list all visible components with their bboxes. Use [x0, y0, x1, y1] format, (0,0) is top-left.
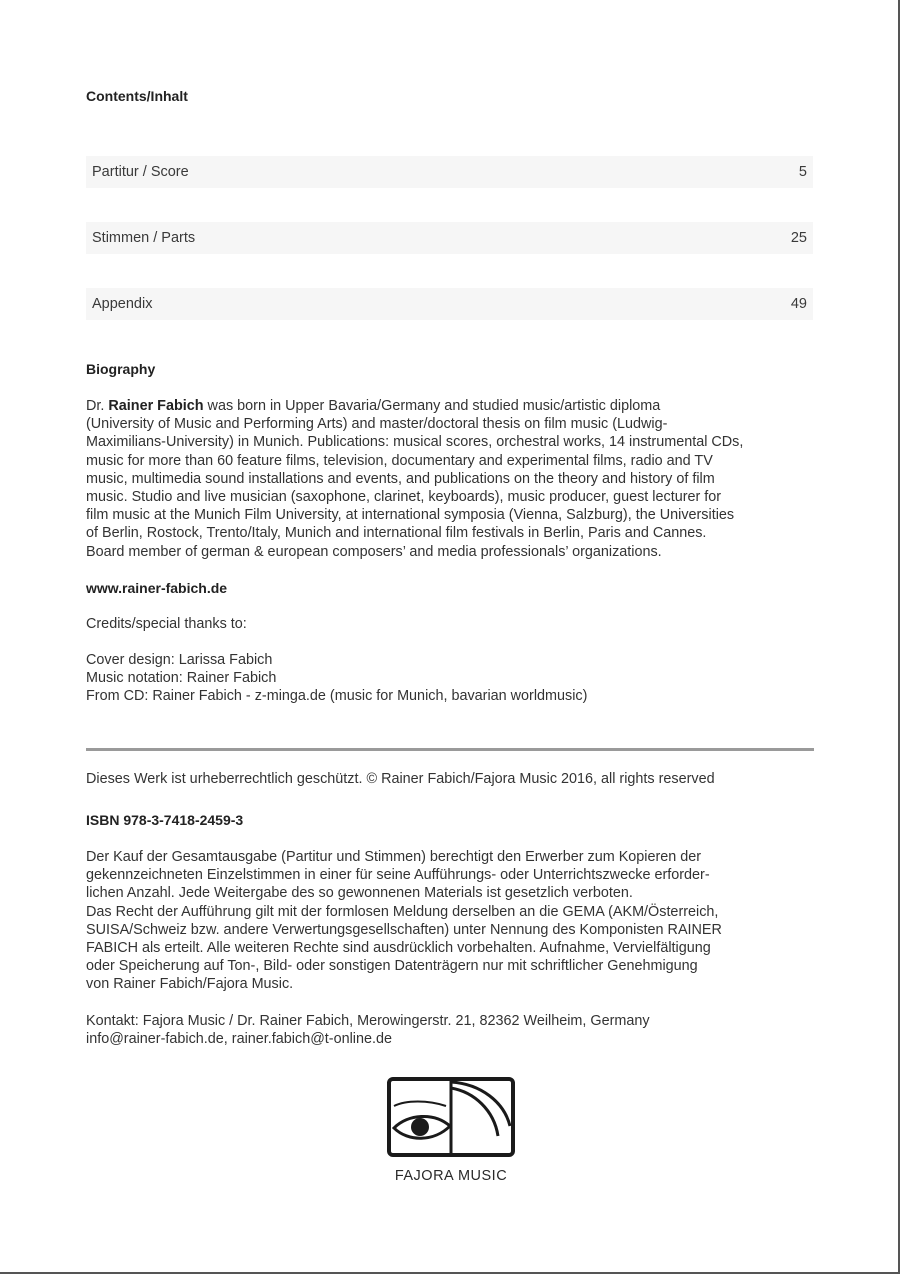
license-text: [86, 848, 816, 994]
biography-line: music for more than 60 feature films, television, documentary and experimental films, radio and TV: [86, 452, 713, 469]
toc-row-appendix[interactable]: [86, 288, 813, 320]
contact-line[interactable]: info@rainer-fabich.de, rainer.fabich@t-online.de: [86, 1031, 393, 1048]
credits-line: Cover design: Larissa Fabich: [86, 652, 273, 668]
toc-label: Stimmen / Parts: [92, 230, 196, 246]
license-line: FABICH als erteilt. Alle weiteren Rechte sind ausdrücklich vorbehalten. Aufnahme, Vervielfältigung: [86, 940, 711, 957]
license-line: Der Kauf der Gesamtausgabe (Partitur und Stimmen) berechtigt den Erwerber zum Kopieren der: [86, 849, 702, 865]
biography-line: (University of Music and Performing Arts) and master/doctoral thesis on film music (Ludwig-: [86, 416, 668, 433]
website-link[interactable]: www.rainer-fabich.de: [86, 580, 228, 596]
biography-heading: Biography: [86, 361, 156, 377]
license-line: lichen Anzahl. Jede Weitergabe des so gewonnenen Materials ist gesetzlich verboten.: [86, 885, 633, 902]
toc-page: 5: [798, 164, 807, 180]
biography-line: Maximilians-University) in Munich. Publications: musical scores, orchestral works, 14 instrumental CDs,: [86, 434, 744, 451]
biography-text: [86, 397, 816, 561]
toc-label: Partitur / Score: [92, 164, 189, 180]
isbn: ISBN 978-3-7418-2459-3: [86, 812, 244, 828]
toc-page: 49: [790, 296, 807, 312]
biography-line: music, multimedia sound installations and events, and publications on the theory and history of film: [86, 470, 715, 487]
eye-logo-icon: [386, 1076, 516, 1158]
biography-line: Board member of german & european composers’ and media professionals’ organizations.: [86, 543, 662, 560]
biography-line: Dr. Rainer Fabich was born in Upper Bavaria/Germany and studied music/artistic diploma: [86, 398, 661, 414]
copyright-notice: Dieses Werk ist urheberrechtlich geschützt. © Rainer Fabich/Fajora Music 2016, all rights reserved: [86, 771, 715, 787]
contents-heading: Contents/Inhalt: [86, 88, 188, 104]
license-line: SUISA/Schweiz bzw. andere Verwertungsgesellschaften) unter Nennung des Komponisten RAINER: [86, 921, 722, 938]
credits-line: Music notation: Rainer Fabich: [86, 670, 277, 687]
author-name: Rainer Fabich: [108, 398, 204, 414]
divider: [86, 748, 814, 751]
credits-line: From CD: Rainer Fabich - z-minga.de (music for Munich, bavarian worldmusic): [86, 688, 588, 705]
contact-info: [86, 1012, 816, 1048]
toc-row-score[interactable]: [86, 156, 813, 188]
logo-text: FAJORA MUSIC: [394, 1168, 508, 1184]
license-line: oder Speicherung auf Ton-, Bild- oder sonstigen Datenträgern nur mit schriftlicher Genehmigung: [86, 958, 698, 975]
license-line: von Rainer Fabich/Fajora Music.: [86, 976, 294, 993]
toc-label: Appendix: [92, 296, 153, 312]
toc-page: 25: [790, 230, 807, 246]
contact-line: Kontakt: Fajora Music / Dr. Rainer Fabich, Merowingerstr. 21, 82362 Weilheim, Germany: [86, 1013, 650, 1029]
license-line: Das Recht der Aufführung gilt mit der formlosen Meldung derselben an die GEMA (AKM/Österreich,: [86, 903, 719, 920]
biography-line: music. Studio and live musician (saxophone, clarinet, keyboards), music producer, guest lecturer for: [86, 489, 722, 506]
biography-line: film music at the Munich Film University, at international symposia (Vienna, Salzburg), the Universities: [86, 507, 735, 524]
license-line: gekennzeichneten Einzelstimmen in einer für seine Aufführungs- oder Unterrichtszwecke erforder-: [86, 867, 710, 884]
toc-row-parts[interactable]: [86, 222, 813, 254]
credits-list: [86, 651, 816, 706]
credits-heading: Credits/special thanks to:: [86, 616, 247, 632]
biography-line: of Berlin, Rostock, Trento/Italy, Munich and international film festivals in Berlin, Paris and Cannes.: [86, 525, 707, 542]
